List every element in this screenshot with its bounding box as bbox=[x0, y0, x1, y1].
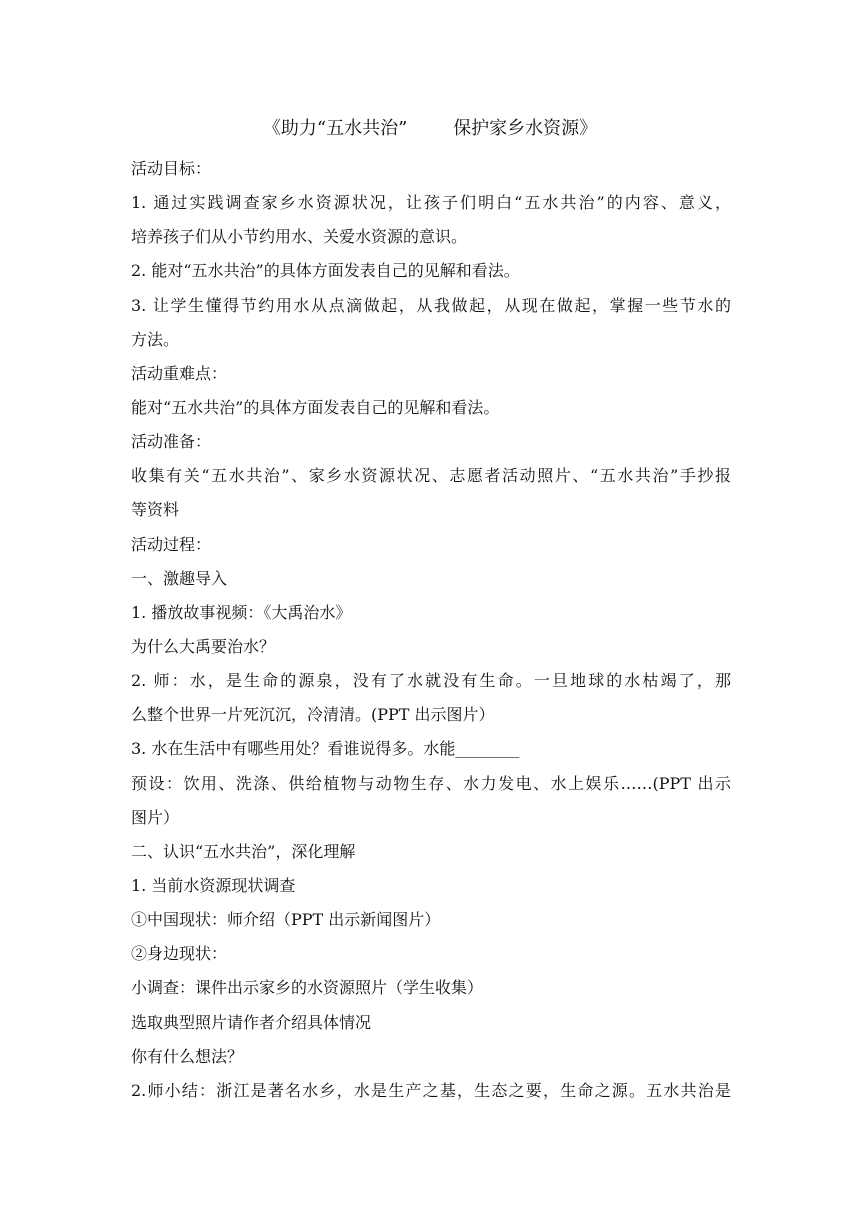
text-line: 一、激趣导入 bbox=[131, 568, 228, 588]
text-line: 活动重难点： bbox=[131, 363, 228, 383]
text-line: 收集有关“五水共治”、家乡水资源状况、志愿者活动照片、“五水共治”手抄报 bbox=[131, 466, 731, 486]
document-body bbox=[131, 152, 731, 1108]
text-line: ②身边现状： bbox=[131, 944, 228, 964]
text-line: 选取典型照片请作者介绍具体情况 bbox=[131, 1012, 372, 1032]
text-line: 能对“五水共治”的具体方面发表自己的见解和看法。 bbox=[131, 397, 500, 417]
text-line: 为什么大禹要治水？ bbox=[131, 636, 276, 656]
text-line: 二、认识“五水共治”，深化理解 bbox=[131, 841, 356, 861]
text-line: 小调查：课件出示家乡的水资源照片（学生收集） bbox=[131, 978, 484, 998]
text-line: 你有什么想法？ bbox=[131, 1046, 244, 1066]
text-line: 活动目标： bbox=[131, 159, 212, 178]
text-line: 培养孩子们从小节约用水、关爱水资源的意识。 bbox=[131, 227, 468, 247]
text-line: 3. 水在生活中有哪些用处？看谁说得多。水能________ bbox=[131, 739, 520, 759]
text-line: 活动准备： bbox=[131, 432, 212, 452]
text-line: ①中国现状：师介绍（PPT 出示新闻图片） bbox=[131, 910, 441, 930]
document-title: 《助力“五水共治” 保护家乡水资源》 bbox=[262, 118, 598, 139]
text-line: 预设：饮用、洗涤、供给植物与动物生存、水力发电、水上娱乐……(PPT 出示 bbox=[131, 773, 731, 793]
text-line: 2.师小结：浙江是著名水乡，水是生产之基，生态之要，生命之源。五水共治是 bbox=[131, 1080, 731, 1100]
text-line: 1. 播放故事视频：《大禹治水》 bbox=[131, 602, 352, 622]
text-line: 1. 当前水资源现状调查 bbox=[131, 875, 296, 895]
text-line: 么整个世界一片死沉沉，冷清清。(PPT 出示图片） bbox=[131, 705, 495, 725]
text-line: 等资料 bbox=[131, 500, 180, 520]
text-line: 方法。 bbox=[131, 329, 180, 349]
text-line: 图片） bbox=[131, 807, 180, 827]
text-line: 2. 师：水，是生命的源泉，没有了水就没有生命。一旦地球的水枯竭了，那 bbox=[131, 671, 731, 691]
text-line: 1. 通过实践调查家乡水资源状况，让孩子们明白“五水共治”的内容、意义， bbox=[131, 193, 731, 213]
text-line: 活动过程： bbox=[131, 534, 212, 554]
text-line: 2. 能对“五水共治”的具体方面发表自己的见解和看法。 bbox=[131, 261, 520, 281]
text-line: 3. 让学生懂得节约用水从点滴做起，从我做起，从现在做起，掌握一些节水的 bbox=[131, 295, 731, 315]
